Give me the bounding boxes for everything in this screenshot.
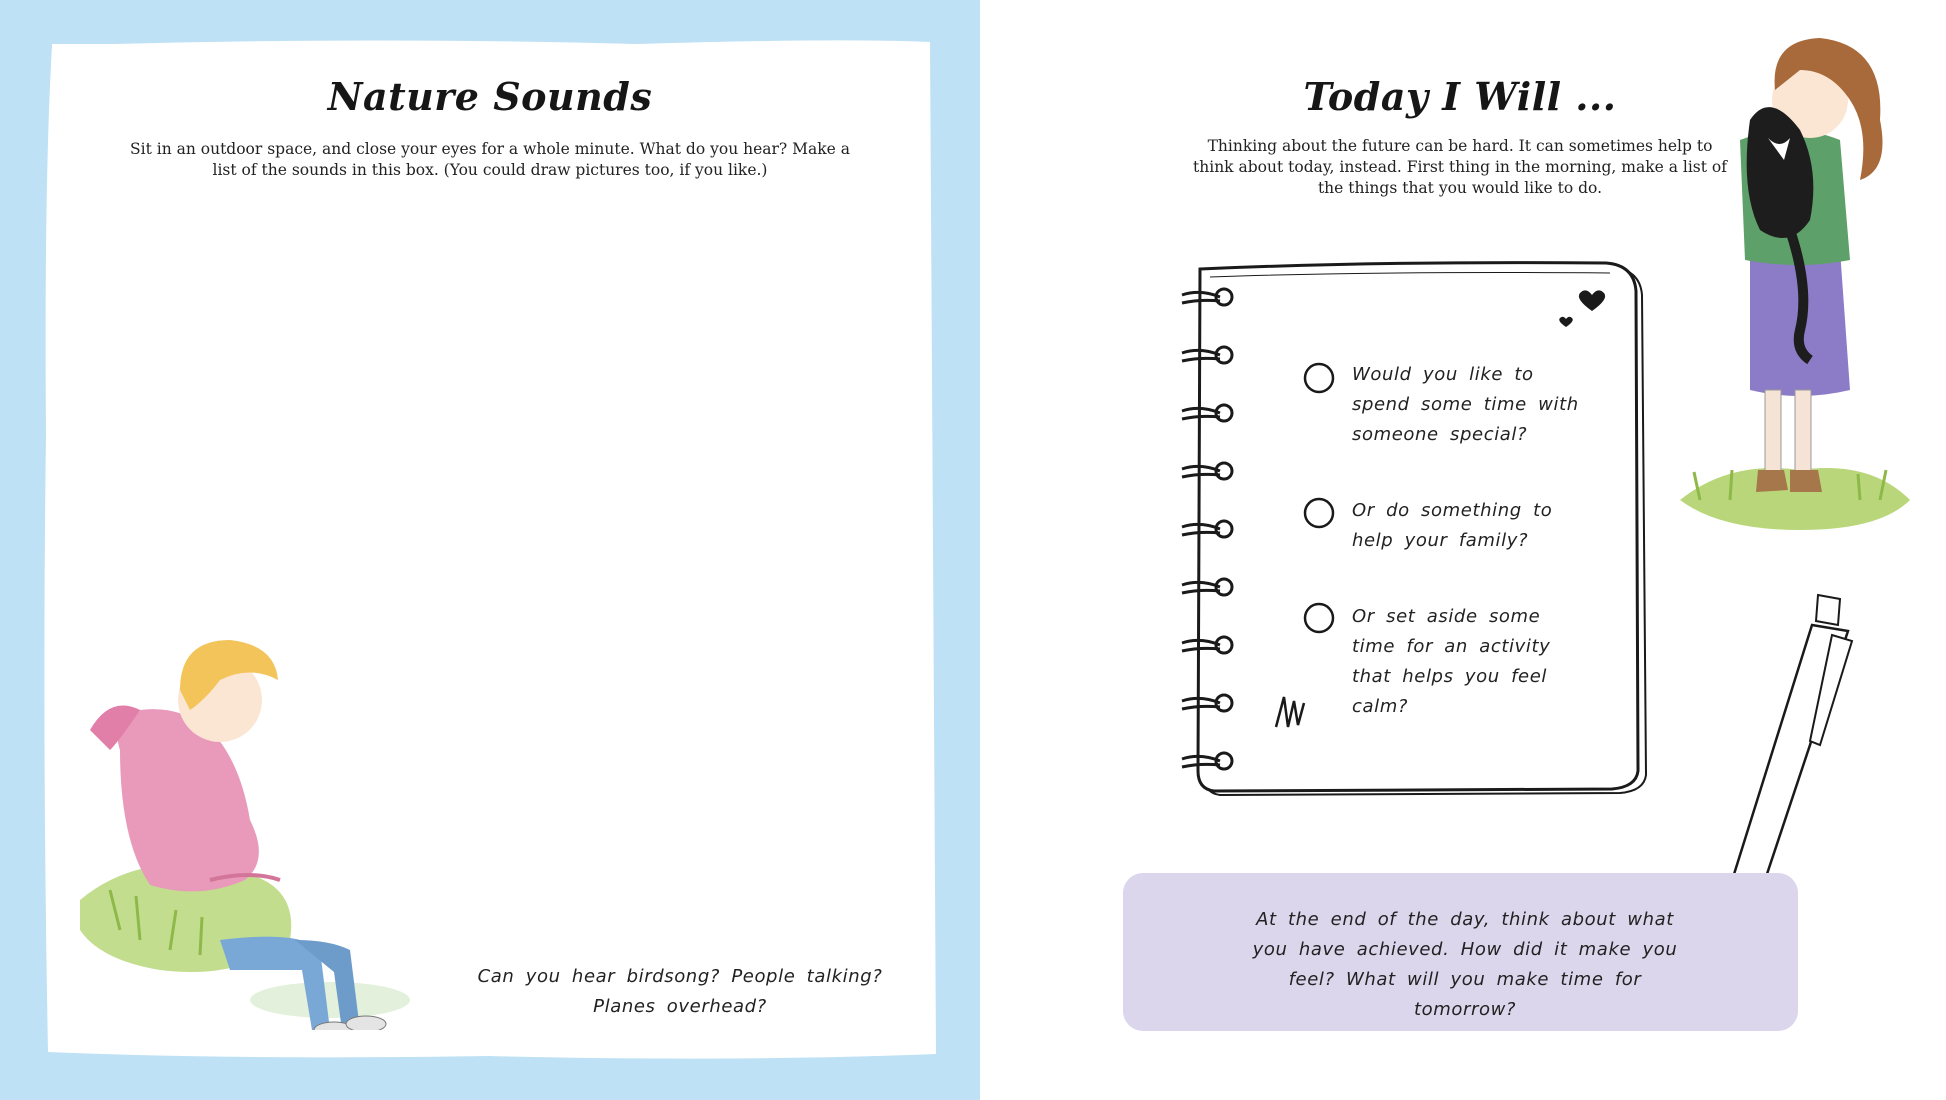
page-title-today-i-will: Today I Will ... [1303, 74, 1617, 119]
checkbox-circle-icon[interactable] [1302, 361, 1336, 395]
task-item-special-time: Would you like to spend some time with someone special? [1352, 364, 1579, 445]
checkbox-circle-icon[interactable] [1302, 496, 1336, 530]
task-item-calm-activity: Or set aside some time for an activity that helps you feel calm? [1352, 606, 1551, 717]
child-sitting-illustration [80, 610, 440, 1030]
nature-sounds-hint: Can you hear birdsong? People talking? Planes overhead? [477, 966, 883, 1017]
task-item-help-family: Or do something to help your family? [1352, 500, 1553, 551]
reflection-text: At the end of the day, think about what you have achieved. How did it make you feel? What will you make time for tomorrow? [1252, 909, 1678, 1020]
page-title-nature-sounds: Nature Sounds [327, 74, 653, 119]
checkbox-circle-icon[interactable] [1302, 601, 1336, 635]
girl-with-cat-illustration [1680, 30, 1920, 540]
today-i-will-instructions: Thinking about the future can be hard. It can sometimes help to think about today, instead. First thing in the morning, make a list of the things that you would like to do. [1193, 137, 1727, 197]
nature-sounds-instructions: Sit in an outdoor space, and close your eyes for a whole minute. What do you hear? Make a list of the sounds in this box. (You could draw pictures too, if you like.) [130, 140, 850, 179]
